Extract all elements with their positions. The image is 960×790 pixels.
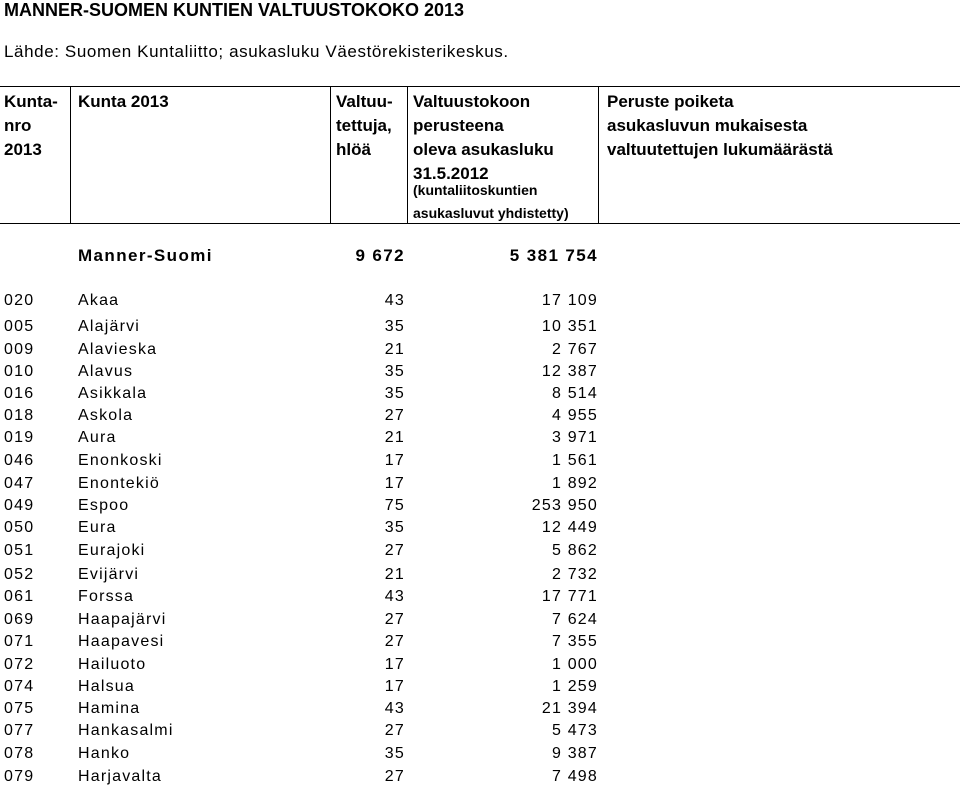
municipality-name: Alajärvi [78,318,141,335]
table-row [0,745,960,767]
councillor-count: 17 [384,656,405,673]
population-value: 1 000 [551,656,598,673]
population-value: 17 109 [541,292,598,309]
header-municipality-number: Kunta- nro 2013 [4,92,58,159]
table-row [0,341,960,363]
municipality-number: 071 [4,633,35,650]
municipality-name: Asikkala [78,385,148,402]
councillor-count: 17 [384,678,405,695]
municipality-name: Eurajoki [78,542,146,559]
table-row [0,452,960,474]
header-population-note: (kuntaliitoskuntien [413,182,538,198]
population-value: 1 561 [551,452,598,469]
source-note: Lähde: Suomen Kuntaliitto; asukasluku Väestörekisterikeskus. [4,42,509,61]
municipality-number: 019 [4,429,35,446]
municipality-name: Evijärvi [78,566,140,583]
table-row [0,678,960,700]
municipality-number: 050 [4,519,35,536]
councillor-count: 21 [384,341,405,358]
councillor-count: 27 [384,722,405,739]
header-exception-basis: Peruste poiketa asukasluvun mukaisesta valtuutettujen lukumäärästä [607,92,833,159]
councillor-count: 43 [384,588,405,605]
header-population: Valtuustokoon perusteena oleva asukasluku 31.5.2012 [413,92,554,183]
municipality-name: Forssa [78,588,135,605]
municipality-number: 061 [4,588,35,605]
population-value: 7 624 [551,611,598,628]
municipality-number: 020 [4,292,35,309]
page-title: MANNER-SUOMEN KUNTIEN VALTUUSTOKOKO 2013 [4,0,465,20]
table-row [0,318,960,340]
table-row [0,633,960,655]
table-row [0,519,960,541]
councillor-count: 21 [384,429,405,446]
municipality-number: 075 [4,700,35,717]
table-row [0,292,960,314]
population-value: 7 498 [551,768,598,785]
councillor-count: 27 [384,407,405,424]
column-divider [330,86,331,223]
population-value: 12 387 [541,363,598,380]
population-value: 12 449 [541,519,598,536]
municipality-name: Harjavalta [78,768,163,785]
municipality-number: 049 [4,497,35,514]
population-value: 1 259 [551,678,598,695]
municipality-name: Alavus [78,363,134,380]
population-value: 7 355 [551,633,598,650]
population-value: 5 473 [551,722,598,739]
municipality-name: Halsua [78,678,136,695]
population-value: 21 394 [541,700,598,717]
header-bottom-border [0,223,960,224]
header-councillors: Valtuu- tettuja, hlöä [336,92,393,159]
population-value: 3 971 [551,429,598,446]
municipality-name: Aura [78,429,117,446]
municipality-name: Hailuoto [78,656,147,673]
municipality-number: 079 [4,768,35,785]
population-value: 1 892 [551,475,598,492]
councillor-count: 27 [384,633,405,650]
municipality-name: Haapajärvi [78,611,167,628]
table-row [0,566,960,588]
total-name: Manner-Suomi [78,246,213,265]
table-row [0,722,960,744]
councillor-count: 35 [384,363,405,380]
municipality-name: Hankasalmi [78,722,174,739]
councillor-count: 17 [384,452,405,469]
municipality-name: Haapavesi [78,633,165,650]
table-row [0,700,960,722]
municipality-number: 018 [4,407,35,424]
table-row [0,611,960,633]
table-row [0,475,960,497]
header-municipality-name: Kunta 2013 [78,92,169,111]
column-divider [70,86,71,223]
total-councillors: 9 672 [355,246,405,265]
councillor-count: 27 [384,768,405,785]
municipality-name: Enonkoski [78,452,163,469]
municipality-number: 077 [4,722,35,739]
municipality-name: Eura [78,519,117,536]
table-row [0,768,960,790]
table-row [0,385,960,407]
councillor-count: 35 [384,519,405,536]
councillor-count: 17 [384,475,405,492]
councillor-count: 35 [384,745,405,762]
population-value: 2 767 [551,341,598,358]
table-row [0,542,960,564]
table-row [0,363,960,385]
councillor-count: 35 [384,318,405,335]
municipality-number: 052 [4,566,35,583]
municipality-name: Askola [78,407,134,424]
population-value: 2 732 [551,566,598,583]
municipality-name: Hamina [78,700,141,717]
municipality-number: 074 [4,678,35,695]
municipality-number: 078 [4,745,35,762]
municipality-name: Akaa [78,292,120,309]
councillor-count: 75 [384,497,405,514]
councillor-count: 43 [384,700,405,717]
column-divider [598,86,599,223]
population-value: 9 387 [551,745,598,762]
councillor-count: 27 [384,542,405,559]
municipality-number: 009 [4,341,35,358]
councillor-count: 27 [384,611,405,628]
municipality-name: Espoo [78,497,130,514]
population-value: 4 955 [551,407,598,424]
table-row [0,429,960,451]
municipality-number: 047 [4,475,35,492]
municipality-number: 069 [4,611,35,628]
councillor-count: 43 [384,292,405,309]
table-row [0,497,960,519]
population-value: 5 862 [551,542,598,559]
municipality-number: 072 [4,656,35,673]
table-row [0,407,960,429]
municipality-number: 010 [4,363,35,380]
councillor-count: 21 [384,566,405,583]
municipality-number: 005 [4,318,35,335]
table-row [0,656,960,678]
municipality-name: Hanko [78,745,131,762]
population-value: 8 514 [551,385,598,402]
header-population-note: asukasluvut yhdistetty) [413,205,569,221]
population-value: 17 771 [541,588,598,605]
table-row [0,588,960,610]
municipality-number: 046 [4,452,35,469]
population-value: 253 950 [531,497,598,514]
municipality-number: 051 [4,542,35,559]
municipality-name: Enontekiö [78,475,160,492]
header-top-border [0,86,960,87]
column-divider [407,86,408,223]
municipality-name: Alavieska [78,341,158,358]
councillor-count: 35 [384,385,405,402]
municipality-number: 016 [4,385,35,402]
total-population: 5 381 754 [509,246,598,265]
population-value: 10 351 [541,318,598,335]
